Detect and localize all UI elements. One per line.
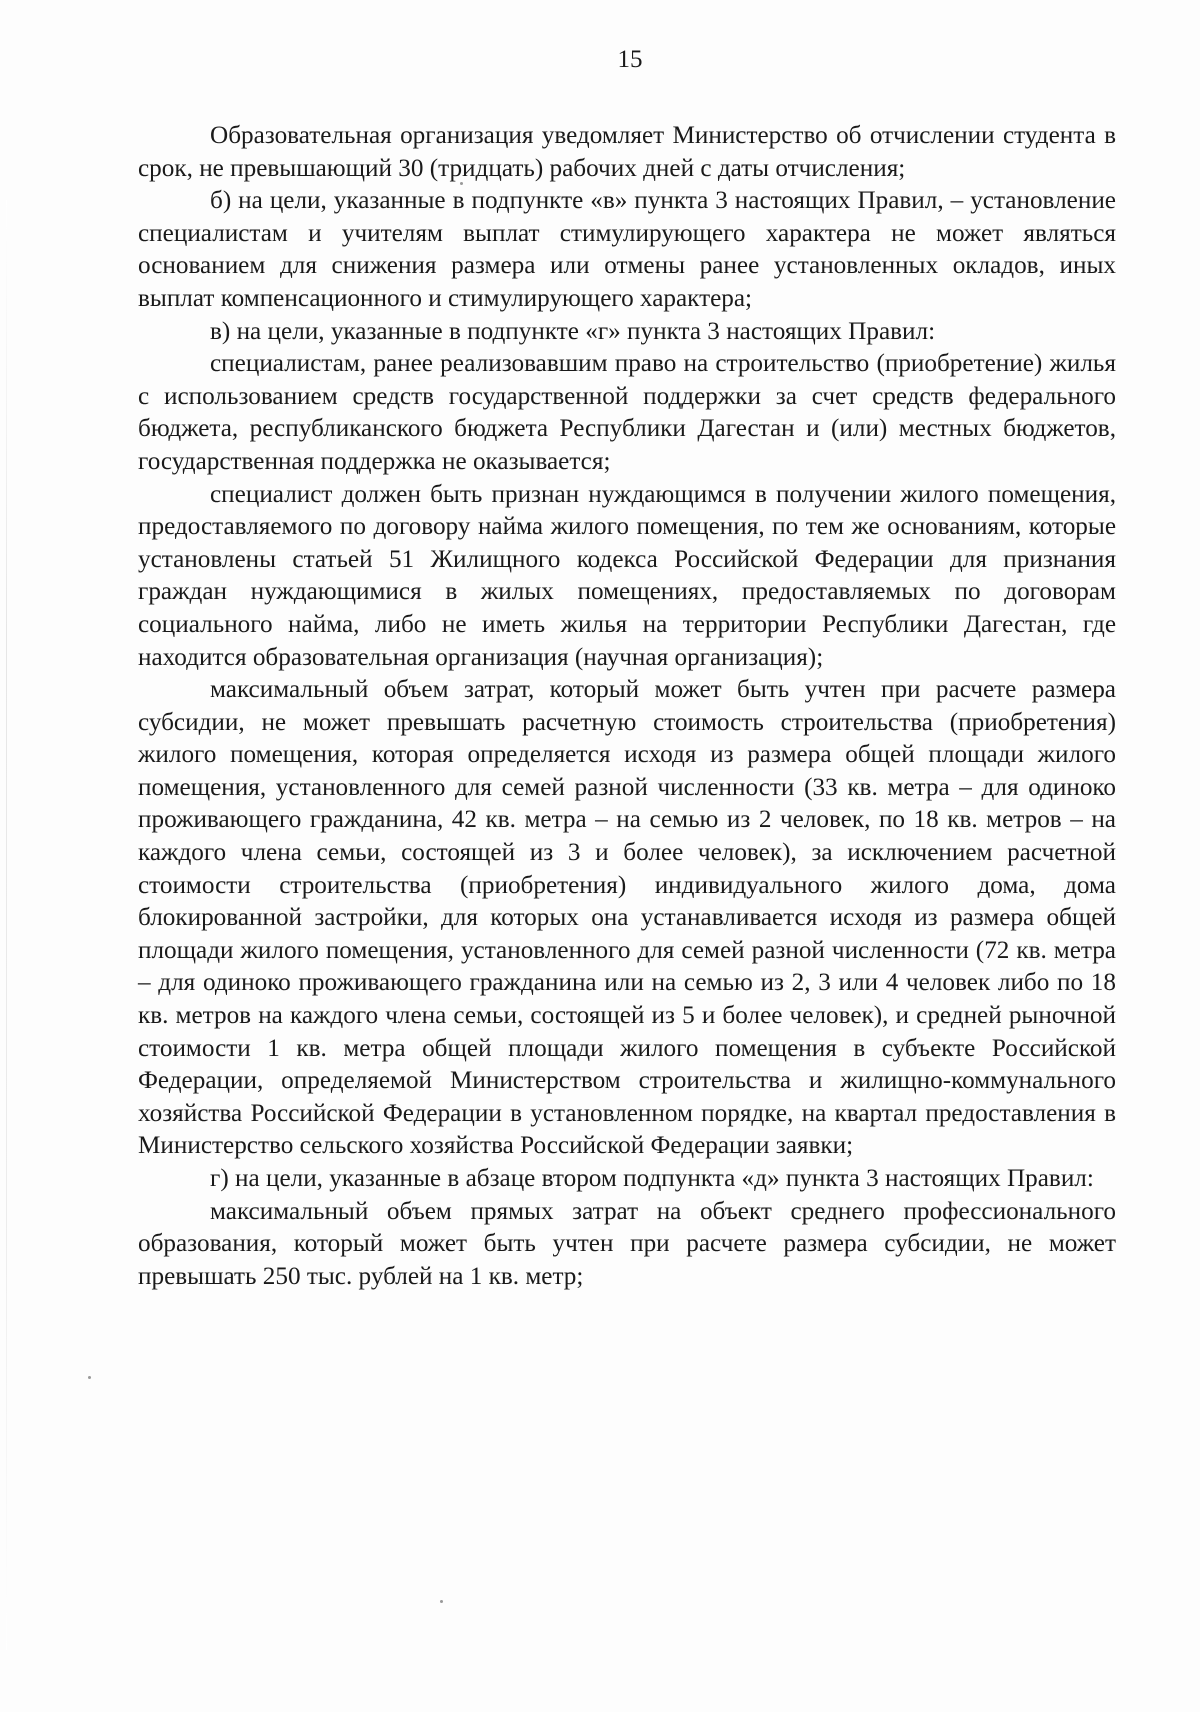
scan-speck [440, 1600, 443, 1603]
scan-speck [460, 182, 463, 185]
paragraph-subitem-g: г) на цели, указанные в абзаце втором подпункта «д» пункта 3 настоящих Правил: [210, 1165, 1094, 1192]
paragraph-max-cost-housing: максимальный объем затрат, который может быть учтен при расчете размера субсидии, не может превышать расчетную стоимость строительства (приобретения) жилого помещения, которая определяется исходя из размера общей площади жилого помещения, установленного для семей разной численности (33 кв. метра – для одиноко проживающего гражданина, 42 кв. метра – на семью из 2 человек, по 18 кв. метров – на каждого члена семьи, состоящей из 3 и более человек), за исключением расчетной стоимости строительства (приобретения) индивидуального жилого дома, дома блокированной застройки, для которых она устанавливается исходя из размера общей площади жилого помещения, установленного для семей разной численности (72 кв. метра – для одиноко проживающего гражданина или на семью из 2, 3 или 4 человек либо по 18 кв. метров на каждого члена семьи, состоящей из 5 и более человек), и средней рыночной стоимости 1 кв. метра общей площади жилого помещения в субъекте Российской Федерации, определяемой Министерством строительства и жилищно-коммунального хозяйства Российской Федерации в установленном порядке, на квартал предоставления в Министерство сельского хозяйства Российской Федерации заявки; [138, 676, 1116, 1160]
page-number: 15 [617, 46, 643, 73]
paragraph-subitem-v: в) на цели, указанные в подпункте «г» пункта 3 настоящих Правил: [210, 317, 936, 345]
scan-speck [88, 1376, 91, 1379]
paragraph-student-expulsion-notice: Образовательная организация уведомляет Министерство об отчислении студента в срок, не превышающий 30 (тридцать) рабочих дней с даты отчисления; [138, 122, 1116, 182]
paragraph-housing-need-requirement: специалист должен быть признан нуждающимся в получении жилого помещения, предоставляемого по договору найма жилого помещения, по тем же основаниям, которые установлены статьей 51 Жилищного кодекса Российской Федерации для признания граждан нуждающимися в жилых помещениях, предоставляемых по договорам социального найма, либо не иметь жилья на территории Республики Дагестан, где находится образовательная организация (научная организация); [138, 480, 1116, 671]
document-body [138, 120, 1116, 1293]
paragraph-subitem-b: б) на цели, указанные в подпункте «в» пункта 3 настоящих Правил, – установление специалистам и учителям выплат стимулирующего характера не может являться основанием для снижения размера или отмены ранее установленных окладов, иных выплат компенсационного и стимулирующего характера; [138, 187, 1116, 312]
paragraph-max-direct-costs: максимальный объем прямых затрат на объект среднего профессионального образования, который может быть учтен при расчете размера субсидии, не может превышать 250 тыс. рублей на 1 кв. метр; [138, 1197, 1116, 1290]
paragraph-housing-support-restriction: специалистам, ранее реализовавшим право на строительство (приобретение) жилья с использованием средств государственной поддержки за счет средств федерального бюджета, республиканского бюджета Республики Дагестан и (или) местных бюджетов, государственная поддержка не оказывается; [138, 350, 1116, 475]
scan-edge-shadow [6, 200, 7, 1650]
